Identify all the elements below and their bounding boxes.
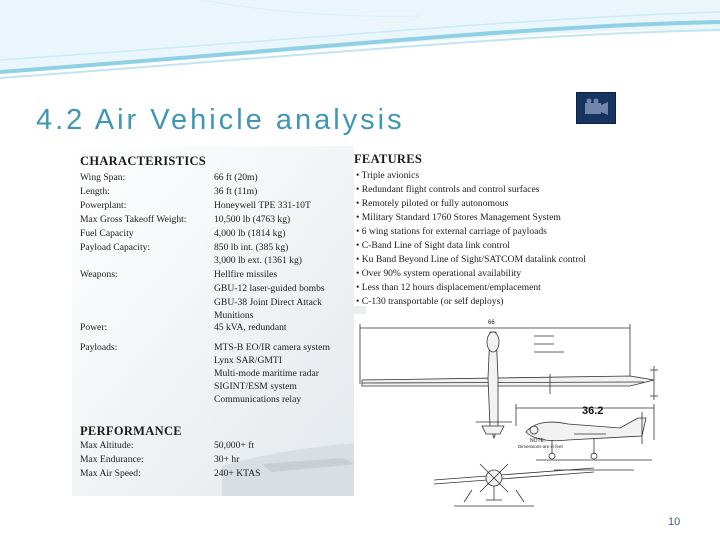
row-value: GBU-12 laser-guided bombs — [214, 283, 325, 294]
row-value: 4,000 lb (1814 kg) — [214, 228, 286, 239]
row-label: Fuel Capacity — [80, 228, 134, 239]
page-number: 10 — [668, 516, 681, 528]
list-item: • C-Band Line of Sight data link control — [356, 240, 510, 251]
note-text: Dimensions are in feet — [518, 444, 563, 449]
row-value: Munitions — [214, 310, 254, 321]
row-label: Powerplant: — [80, 200, 127, 211]
row-value: GBU-38 Joint Direct Attack — [214, 297, 322, 308]
row-value: 3,000 lb ext. (1361 kg) — [214, 255, 302, 266]
row-label: Max Altitude: — [80, 440, 134, 451]
row-value: 30+ hr — [214, 454, 240, 465]
row-value: 240+ KTAS — [214, 468, 261, 479]
row-label: Length: — [80, 186, 110, 197]
video-icon[interactable] — [576, 92, 616, 124]
row-value: Communications relay — [214, 394, 302, 405]
row-label: Weapons: — [80, 269, 118, 280]
row-value: 50,000+ ft — [214, 440, 255, 451]
row-value: Hellfire missiles — [214, 269, 278, 280]
row-label: Max Air Speed: — [80, 468, 141, 479]
row-label: Power: — [80, 322, 108, 333]
performance-heading: PERFORMANCE — [80, 424, 182, 438]
decorative-header-band — [0, 0, 720, 90]
row-label: Max Gross Takeoff Weight: — [80, 214, 187, 225]
row-label: Payloads: — [80, 342, 118, 353]
specifications-panel — [72, 146, 366, 496]
aircraft-drawing — [354, 314, 668, 514]
page-title: 4.2 Air Vehicle analysis — [36, 104, 405, 136]
list-item: • Triple avionics — [356, 170, 420, 181]
characteristics-heading: CHARACTERISTICS — [80, 154, 207, 168]
list-item: • Redundant flight controls and control surfaces — [356, 184, 540, 195]
list-item: • Less than 12 hours displacement/emplacement — [356, 282, 541, 293]
row-value: Lynx SAR/GMTI — [214, 355, 282, 366]
row-value: 850 lb int. (385 kg) — [214, 242, 289, 253]
row-value: 36 ft (11m) — [214, 186, 258, 197]
row-label: Wing Span: — [80, 172, 126, 183]
row-value: 45 kVA, redundant — [214, 322, 287, 333]
span-label: 66 — [488, 320, 495, 326]
list-item: • Military Standard 1760 Stores Management System — [356, 212, 561, 223]
row-value: SIGINT/ESM system — [214, 381, 297, 392]
list-item: • Ku Band Beyond Line of Sight/SATCOM datalink control — [356, 254, 586, 265]
row-value: Multi-mode maritime radar — [214, 368, 319, 379]
list-item: • C-130 transportable (or self deploys) — [356, 296, 504, 307]
features-panel — [354, 146, 650, 306]
row-value: MTS-B EO/IR camera system — [214, 342, 330, 353]
list-item: • Over 90% system operational availability — [356, 268, 522, 279]
row-label: Max Endurance: — [80, 454, 144, 465]
note-heading: NOTE: — [530, 438, 546, 444]
features-heading: FEATURES — [354, 152, 423, 166]
row-label: Payload Capacity: — [80, 242, 151, 253]
row-value: 66 ft (20m) — [214, 172, 258, 183]
length-label: 36.2 — [582, 405, 604, 417]
list-item: • 6 wing stations for external carriage of payloads — [356, 226, 547, 237]
row-value: Honeywell TPE 331-10T — [214, 200, 311, 211]
list-item: • Remotely piloted or fully autonomous — [356, 198, 509, 209]
row-value: 10,500 lb (4763 kg) — [214, 214, 291, 225]
aircraft-three-view-icon — [354, 314, 668, 514]
